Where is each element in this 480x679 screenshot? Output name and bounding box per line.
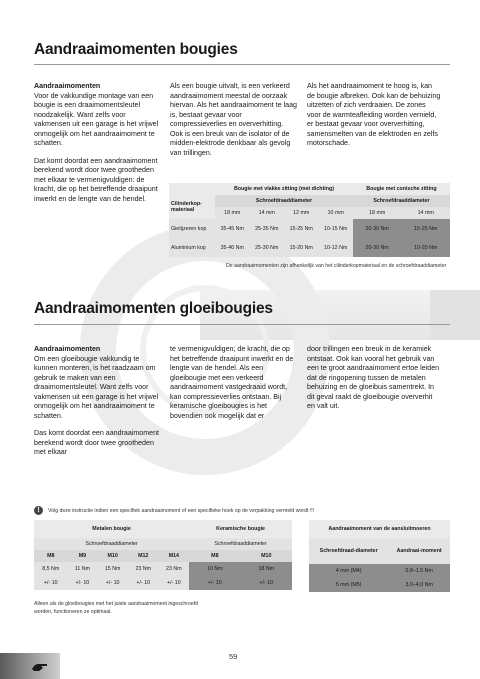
table-cell: 10-15 Nm — [318, 219, 352, 238]
table-header: Bougie met conische zitting — [353, 183, 450, 195]
text-column-1 — [34, 82, 160, 213]
table-row-label: Gietijzeren kop — [169, 219, 215, 238]
spark-plug-torque-table — [169, 183, 450, 257]
footer-decoration — [0, 653, 60, 679]
paragraph: Om een gloeibougie vakkundig te kunnen monteren, is het raadzaam om gebruik te maken van een draaimomentsleutel. Want zelfs voor vakmensen uit een garage is het vrijwel onmogelijk om het aandraaimoment te schatten. — [34, 354, 159, 420]
table-header: Bougie met vlakke zitting (met dichting) — [215, 183, 353, 195]
table-header: Metalen bougie — [34, 520, 189, 538]
table-cell: 25-30 Nm — [249, 238, 283, 257]
connection-nut-torque-table — [309, 520, 450, 592]
hand-logo-icon — [31, 660, 49, 674]
table-header: Keramische bougie — [189, 520, 292, 538]
table-cell: 23 Nm — [159, 562, 190, 576]
table-cell: M10 — [241, 550, 292, 562]
table-header: Schroefdraaddiameter — [189, 538, 292, 550]
paragraph: Das komt doordat een aandraaimoment berekend wordt door twee grootheden met elkaar — [34, 429, 159, 457]
paragraph: Voor de vakkundige montage van een bougie is een draaimomentsleutel noodzakelijk. Want zelfs voor vakmensen uit een garage is het vrijwel onmogelijk om het aandraaimoment te schatten. — [34, 91, 159, 148]
table-cell: 3,0–4,0 Nm — [388, 578, 450, 592]
page-number: 59 — [229, 652, 238, 661]
table-cell: +/- 10 — [34, 576, 67, 590]
table-cell: 0,8–1,5 Nm — [388, 564, 450, 578]
paragraph: Als het aandraaimoment te hoog is, kan de bougie afbreken. Ook kan de behuizing uitzetten of zich verdraaien. De zones voor de warmteafleiding worden vernield, er bestaat gevaar voor oververhitting, samensmelten van de elektroden en zelfs motorschade. — [307, 82, 441, 148]
watermark-bar-end — [430, 290, 480, 340]
table-cell: 15-25 Nm — [284, 219, 318, 238]
section-title-gloeibougies: Aandraaimomenten gloeibougies — [34, 300, 273, 317]
text-column-2 — [170, 345, 298, 429]
paragraph-heading: Aandraaimomenten — [34, 82, 101, 90]
table-cell: +/- 10 — [128, 576, 159, 590]
table-cell: 35-45 Nm — [215, 219, 249, 238]
table-cell: 35-40 Nm — [215, 238, 249, 257]
table-cell: M12 — [128, 550, 159, 562]
glow-plug-torque-table — [34, 520, 292, 590]
paragraph: Dat komt doordat een aandraaimoment berekend wordt door twee grootheden met elkaar te vermenigvuldigen: de kracht, die op het betreffende draaipunt inwerkt en de lengte van de hendel. — [34, 156, 158, 204]
table-cell: 10 mm — [318, 207, 352, 219]
table-header: Aandraaimoment van de aansluitmoeren — [309, 520, 450, 538]
table-cell: 15-20 Nm — [284, 238, 318, 257]
table-cell: +/- 10 — [67, 576, 97, 590]
table-cell: 10-20 Nm — [401, 238, 450, 257]
table-cell: M8 — [189, 550, 240, 562]
paragraph: door trillingen een breuk in de keramiek ontstaat. Ook kan vooral het gebruik van een te groot aandraaimoment ertoe leiden dat de ringopening tussen de metalen behuizing en de gloeibuis samentrekt. In dit geval raakt de gloeibougie oververhit en valt uit. — [307, 345, 440, 411]
table-caption: De aandraaimomenten zijn afhankelijk van het cilinderkopmateriaal en de schroefdraaddiameter — [226, 263, 447, 269]
table-cell: 10-12 Nm — [318, 238, 352, 257]
paragraph-heading: Aandraaimomenten — [34, 345, 101, 353]
table-header: Schroefdraad-diameter — [309, 538, 388, 564]
section-title-bougies: Aandraaimomenten bougies — [34, 41, 238, 58]
table-cell: 15 Nm — [97, 562, 128, 576]
table-header: Schroefdraaddiameter — [353, 195, 450, 207]
paragraph: Als een bougie uitvalt, is een verkeerd aandraaimoment meestal de oorzaak hiervan. Als het aandraaimoment te laag is, bestaat gevaar voor compressieverlies en oververhitting. Ook is een breuk van de isolator of de midden-elektrode denkbaar als gevolg van trillingen. — [170, 82, 297, 157]
bottom-note: Alleen als de gloeibougies met het juiste aandraaimoment ingeschroefd worden, functioneren ze optimaal. — [34, 601, 199, 615]
table-cell: 4 mm (M4) — [309, 564, 388, 578]
text-column-3 — [307, 345, 441, 420]
table-cell: M8 — [34, 550, 67, 562]
exclamation-icon: ! — [34, 506, 43, 515]
text-column-3 — [307, 82, 441, 157]
table-cell: 25-35 Nm — [249, 219, 283, 238]
text-column-2 — [170, 82, 298, 166]
table-cell: 18 mm — [353, 207, 402, 219]
table-cell: 10 Nm — [189, 562, 240, 576]
table-cell: 23 Nm — [128, 562, 159, 576]
section-divider — [34, 64, 450, 65]
table-cell: M10 — [97, 550, 128, 562]
table-cell: M9 — [67, 550, 97, 562]
table-header: Aandraai-moment — [388, 538, 450, 564]
table-header: Schroefdraaddiameter — [34, 538, 189, 550]
paragraph: te vermenigvuldigen; de kracht, die op het betreffende draaipunt inwerkt en de lengte van de hendel. Als een gloeibougie met een verkeerd aandraaimoment vastgedraaid wordt, kan compressieverlies ontstaan. Bij keramische gloeibougies is het bovendien ook mogelijk dat er — [170, 345, 294, 420]
table-cell: +/- 10 — [189, 576, 240, 590]
table-cell: 14 mm — [401, 207, 450, 219]
table-cell: 20-30 Nm — [353, 219, 402, 238]
table-header: Cilinderkop-materiaal — [169, 195, 215, 219]
table-header: Schroefdraaddiameter — [215, 195, 353, 207]
table-cell: 11 Nm — [67, 562, 97, 576]
table-cell: 18 mm — [215, 207, 249, 219]
warning-text: Volg deze instructie indien een specifiek aandraaimoment of een specifieke hoek op de verpakking vermeld wordt !!! — [48, 508, 315, 514]
table-cell: 5 mm (M5) — [309, 578, 388, 592]
table-cell: +/- 10 — [159, 576, 190, 590]
table-cell: 12 mm — [284, 207, 318, 219]
section-divider — [34, 324, 450, 325]
table-cell: 8,5 Nm — [34, 562, 67, 576]
table-cell: +/- 10 — [97, 576, 128, 590]
table-cell: +/- 10 — [241, 576, 292, 590]
table-cell: 14 mm — [249, 207, 283, 219]
table-cell: 18 Nm — [241, 562, 292, 576]
table-cell: 20-30 Nm — [353, 238, 402, 257]
table-row-label: Aluminium kop — [169, 238, 215, 257]
table-cell: 15-25 Nm — [401, 219, 450, 238]
text-column-1 — [34, 345, 160, 466]
table-cell: M14 — [159, 550, 190, 562]
